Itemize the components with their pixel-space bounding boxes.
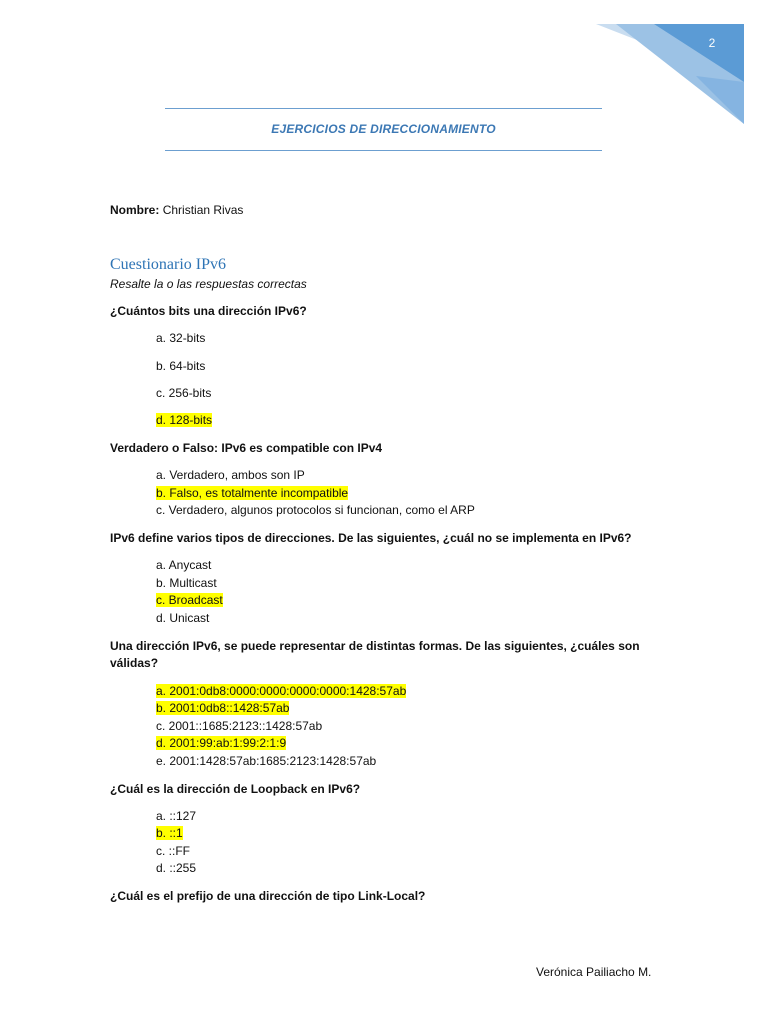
- question-5: ¿Cuál es la dirección de Loopback en IPv6?: [110, 782, 361, 796]
- student-name-line: [110, 203, 243, 218]
- question-3: IPv6 define varios tipos de direcciones. De las siguientes, ¿cuál no se implementa en IPv6?: [110, 531, 632, 545]
- q1-option-a[interactable]: a. 32-bits: [156, 331, 206, 345]
- q1-option-b[interactable]: b. 64-bits: [156, 359, 206, 373]
- q5-option-d[interactable]: d. ::255: [156, 861, 197, 875]
- q3-option-a[interactable]: a. Anycast: [156, 558, 212, 572]
- q4-option-c[interactable]: c. 2001::1685:2123::1428:57ab: [156, 719, 323, 733]
- q3-option-d[interactable]: d. Unicast: [156, 611, 210, 625]
- footer-author: Verónica Pailiacho M.: [536, 965, 652, 979]
- q4-option-a[interactable]: a. 2001:0db8:0000:0000:0000:0000:1428:57ab: [156, 684, 407, 698]
- q1-option-c[interactable]: c. 256-bits: [156, 386, 212, 400]
- section-title: Cuestionario IPv6: [110, 256, 226, 273]
- q5-option-b[interactable]: b. ::1: [156, 826, 183, 840]
- header-rule-top: [165, 108, 602, 109]
- question-4-line-2: válidas?: [110, 656, 159, 670]
- question-6: ¿Cuál es el prefijo de una dirección de tipo Link-Local?: [110, 889, 426, 903]
- name-label: Nombre:: [110, 203, 160, 217]
- question-1: ¿Cuántos bits una dirección IPv6?: [110, 304, 307, 318]
- page-number: 2: [708, 36, 716, 50]
- q3-option-c[interactable]: c. Broadcast: [156, 593, 223, 607]
- q4-option-d[interactable]: d. 2001:99:ab:1:99:2:1:9: [156, 736, 287, 750]
- q3-option-b[interactable]: b. Multicast: [156, 576, 217, 590]
- q2-option-b[interactable]: b. Falso, es totalmente incompatible: [156, 486, 349, 500]
- header-title: EJERCICIOS DE DIRECCIONAMIENTO: [271, 122, 496, 136]
- student-name: Christian Rivas: [162, 203, 244, 217]
- q5-option-a[interactable]: a. ::127: [156, 809, 197, 823]
- q4-option-e[interactable]: e. 2001:1428:57ab:1685:2123:1428:57ab: [156, 754, 377, 768]
- q2-option-c[interactable]: c. Verdadero, algunos protocolos si funcionan, como el ARP: [156, 503, 475, 517]
- q2-option-a[interactable]: a. Verdadero, ambos son IP: [156, 468, 305, 482]
- question-4-line-1: Una dirección IPv6, se puede representar de distintas formas. De las siguientes, ¿cuáles son: [110, 639, 640, 653]
- question-2: Verdadero o Falso: IPv6 es compatible con IPv4: [110, 441, 383, 455]
- instructions: Resalte la o las respuestas correctas: [110, 277, 307, 291]
- q4-option-b[interactable]: b. 2001:0db8::1428:57ab: [156, 701, 290, 715]
- q5-option-c[interactable]: c. ::FF: [156, 844, 190, 858]
- q1-option-d[interactable]: d. 128-bits: [156, 413, 213, 427]
- header-rule-bottom: [165, 150, 602, 151]
